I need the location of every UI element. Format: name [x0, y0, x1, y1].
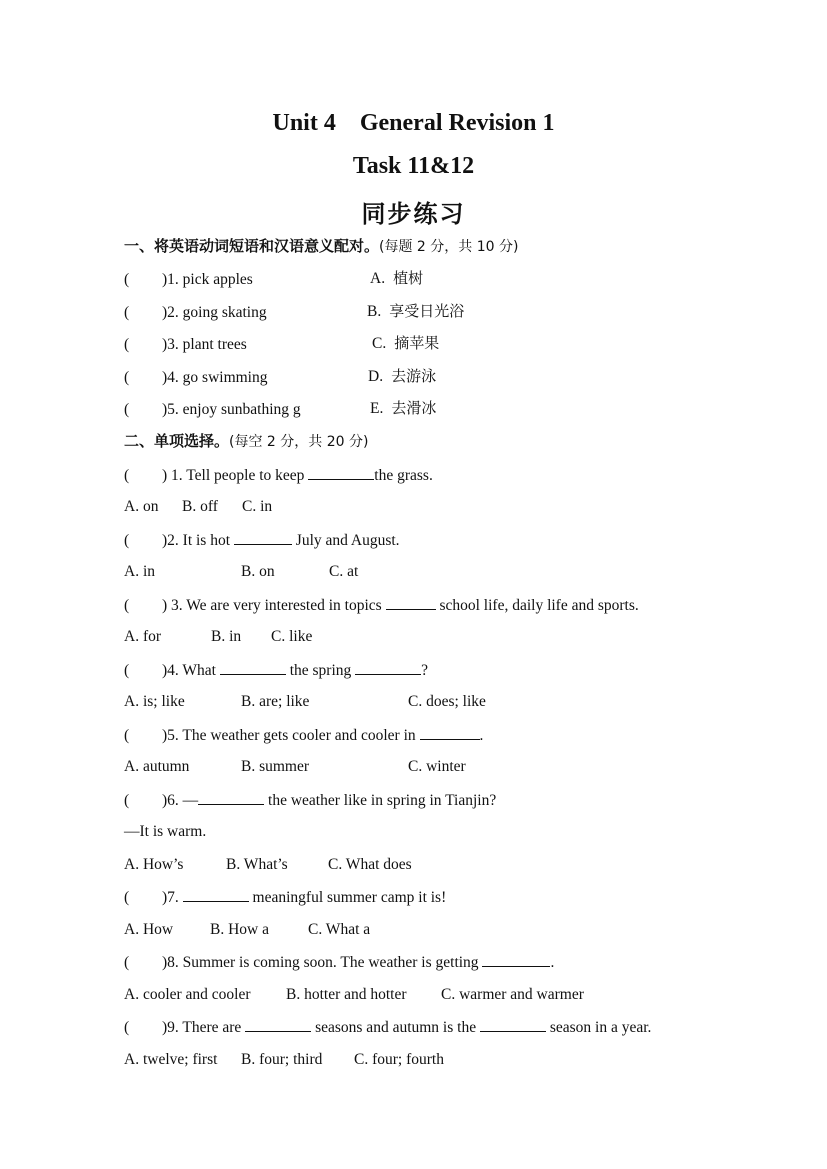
question-text: ? [421, 662, 429, 679]
match-item [124, 368, 268, 388]
option-letter: C. [372, 335, 387, 352]
question-3-options [124, 627, 312, 647]
question-text: . [550, 954, 555, 971]
question-5 [124, 725, 483, 746]
answer-paren[interactable]: ( [124, 662, 130, 679]
option-letter: E. [370, 400, 384, 417]
question-text: school life, daily life and sports. [435, 597, 639, 614]
match-option [370, 398, 436, 419]
option-text: 享受日光浴 [389, 302, 465, 320]
answer-blank[interactable] [355, 660, 421, 675]
question-text: )9. There are [162, 1019, 246, 1036]
match-item [124, 303, 267, 323]
question-text: )5. The weather gets cooler and cooler in [162, 727, 420, 744]
question-6-reply: —It is warm. [124, 823, 207, 840]
option-b[interactable]: B. summer [241, 758, 310, 775]
option-a[interactable]: A. is; like [124, 693, 185, 710]
match-phrase: )1. pick apples [162, 271, 253, 288]
question-8 [124, 952, 554, 973]
option-a[interactable]: A. on [124, 498, 159, 515]
answer-blank[interactable] [245, 1017, 311, 1032]
option-c[interactable]: C. at [329, 563, 359, 580]
option-letter: A. [370, 270, 386, 287]
answer-paren[interactable]: ( [124, 271, 130, 288]
option-letter: B. [367, 303, 382, 320]
question-text: ) 1. Tell people to keep [162, 467, 309, 484]
option-c[interactable]: C. in [242, 498, 273, 515]
option-text: 摘苹果 [394, 334, 440, 352]
question-1 [124, 465, 433, 486]
question-9 [124, 1017, 651, 1038]
section2-title: 二、单项选择。 [124, 432, 230, 450]
question-text: ) 3. We are very interested in topics [162, 597, 386, 614]
option-c[interactable]: C. warmer and warmer [441, 986, 584, 1003]
match-phrase: )2. going skating [162, 304, 267, 321]
option-b[interactable]: B. What’s [226, 856, 288, 873]
question-3 [124, 595, 639, 616]
match-phrase: )4. go swimming [162, 369, 268, 386]
question-text: meaningful summer camp it is! [248, 889, 447, 906]
answer-paren[interactable]: ( [124, 597, 130, 614]
question-8-options [124, 985, 584, 1005]
option-b[interactable]: B. hotter and hotter [286, 986, 407, 1003]
match-option [372, 333, 439, 354]
option-b[interactable]: B. four; third [241, 1051, 323, 1068]
option-a[interactable]: A. How’s [124, 856, 184, 873]
question-7-options [124, 920, 370, 940]
answer-paren[interactable]: ( [124, 727, 130, 744]
option-a[interactable]: A. How [124, 921, 174, 938]
answer-paren[interactable]: ( [124, 889, 130, 906]
section1-title: 一、将英语动词短语和汉语意义配对。 [124, 237, 380, 255]
section2-heading [124, 431, 368, 452]
match-item [124, 335, 247, 355]
question-5-options [124, 757, 466, 777]
option-b[interactable]: B. How a [210, 921, 269, 938]
question-6-options [124, 855, 412, 875]
match-option [368, 366, 436, 387]
question-9-options [124, 1050, 444, 1070]
question-text: . [479, 727, 484, 744]
question-text: )8. Summer is coming soon. The weather is getting [162, 954, 483, 971]
answer-blank[interactable] [220, 660, 286, 675]
question-text: season in a year. [545, 1019, 652, 1036]
question-text: )2. It is hot [162, 532, 234, 549]
option-a[interactable]: A. for [124, 628, 162, 645]
question-text: the spring [285, 662, 356, 679]
option-text: 植树 [393, 269, 424, 287]
question-text: )7. [162, 889, 183, 906]
match-phrase: )5. enjoy sunbathing g [162, 401, 301, 418]
match-item [124, 400, 301, 420]
match-item [124, 270, 253, 290]
question-text: seasons and autumn is the [311, 1019, 480, 1036]
answer-blank[interactable] [183, 887, 249, 902]
answer-blank[interactable] [234, 530, 292, 545]
option-text: 去游泳 [391, 367, 437, 385]
section2-note: (每空 2 分，共 20 分) [229, 434, 369, 450]
answer-paren[interactable]: ( [124, 369, 130, 386]
answer-blank[interactable] [482, 952, 550, 967]
question-text: the weather like in spring in Tianjin? [264, 792, 497, 809]
option-a[interactable]: A. cooler and cooler [124, 986, 251, 1003]
question-6 [124, 790, 496, 811]
task-title: Task 11&12 [352, 153, 475, 179]
option-a[interactable]: A. in [124, 563, 155, 580]
question-text: )4. What [162, 662, 220, 679]
answer-paren[interactable]: ( [124, 792, 130, 809]
option-letter: D. [368, 368, 384, 385]
answer-paren[interactable]: ( [124, 532, 130, 549]
subtitle: 同步练习 [361, 200, 466, 228]
section1-note: (每题 2 分，共 10 分) [379, 239, 519, 255]
question-4 [124, 660, 428, 681]
answer-paren[interactable]: ( [124, 336, 130, 353]
page-title [0, 110, 827, 137]
answer-blank[interactable] [420, 725, 480, 740]
section1-heading [124, 236, 518, 257]
option-c[interactable]: C. four; fourth [354, 1051, 444, 1068]
answer-paren[interactable]: ( [124, 467, 130, 484]
answer-paren[interactable]: ( [124, 401, 130, 418]
option-b[interactable]: B. off [182, 498, 218, 515]
option-a[interactable]: A. twelve; first [124, 1051, 218, 1068]
answer-paren[interactable]: ( [124, 1019, 130, 1036]
option-b[interactable]: B. are; like [241, 693, 310, 710]
unit-label: Unit 4 [272, 110, 336, 136]
option-c[interactable]: C. What a [308, 921, 371, 938]
option-c[interactable]: C. What does [328, 856, 412, 873]
answer-paren[interactable]: ( [124, 304, 130, 321]
revision-title: General Revision 1 [359, 110, 555, 136]
answer-blank[interactable] [386, 595, 436, 610]
answer-paren[interactable]: ( [124, 954, 130, 971]
option-b[interactable]: B. on [241, 563, 275, 580]
option-c[interactable]: C. like [271, 628, 313, 645]
question-2 [124, 530, 400, 551]
option-c[interactable]: C. does; like [408, 693, 486, 710]
question-7 [124, 887, 446, 908]
question-text: July and August. [291, 532, 400, 549]
answer-blank[interactable] [308, 465, 374, 480]
option-a[interactable]: A. autumn [124, 758, 190, 775]
question-text: )6. — [162, 792, 199, 809]
question-4-options [124, 692, 486, 712]
match-option [367, 301, 464, 322]
question-2-options [124, 562, 358, 582]
question-1-options [124, 497, 272, 517]
match-option [370, 268, 423, 289]
answer-blank[interactable] [198, 790, 264, 805]
answer-blank[interactable] [480, 1017, 546, 1032]
option-text: 去滑冰 [391, 399, 437, 417]
option-b[interactable]: B. in [211, 628, 242, 645]
question-text: the grass. [374, 467, 433, 484]
match-phrase: )3. plant trees [162, 336, 247, 353]
option-c[interactable]: C. winter [408, 758, 466, 775]
